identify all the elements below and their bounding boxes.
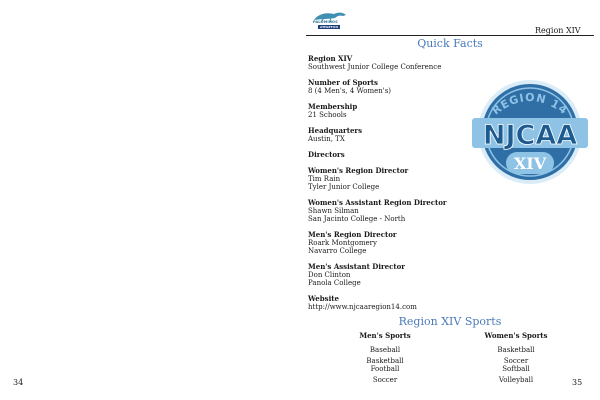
womens-sports-column xyxy=(480,331,552,384)
fact-label: Website xyxy=(308,294,339,303)
quick-facts-list xyxy=(308,55,488,319)
fact-label: Women's Assistant Region Director xyxy=(308,198,447,207)
mens-sport-item: Baseball xyxy=(369,346,401,354)
page-number-right: 35 xyxy=(572,378,583,387)
mens-sport-item: Basketball xyxy=(366,357,404,365)
fact-value: Roark Montgomery xyxy=(308,239,377,247)
womens-sport-item: Soccer xyxy=(503,357,529,365)
womens-sports-heading: Women's Sports xyxy=(484,331,548,340)
fact-label: Number of Sports xyxy=(308,78,378,87)
fact-block xyxy=(308,263,488,287)
fact-block xyxy=(308,127,488,143)
fact-label: Women's Region Director xyxy=(308,166,409,175)
fact-block xyxy=(308,79,488,95)
fact-label: Directors xyxy=(308,150,345,159)
fact-block xyxy=(308,55,488,71)
fact-block xyxy=(308,167,488,191)
fact-value: 21 Schools xyxy=(308,111,347,119)
fact-block xyxy=(308,199,488,223)
fact-label: Membership xyxy=(308,102,358,111)
fact-label: Headquarters xyxy=(308,126,363,135)
womens-sport-item: Volleyball xyxy=(498,376,534,384)
fact-value: Austin, TX xyxy=(308,135,345,143)
logo-top-text: PALOMINOS xyxy=(313,20,338,24)
fact-value: Tim Rain xyxy=(308,175,341,183)
fact-value: Southwest Junior College Conference xyxy=(308,63,442,71)
fact-label: Region XIV xyxy=(308,54,353,63)
fact-value: Shawn Silman xyxy=(308,207,359,215)
fact-block xyxy=(308,103,488,119)
region-header-label: Region XIV xyxy=(535,26,581,35)
badge-numeral-text: XIV xyxy=(513,154,547,173)
page-number-left: 34 xyxy=(13,378,24,387)
fact-value[interactable]: http://www.njcaaregion14.com xyxy=(308,303,417,311)
mens-sports-column xyxy=(350,331,420,384)
fact-value: San Jacinto College - North xyxy=(308,215,406,223)
womens-sport-item: Basketball xyxy=(497,346,535,354)
fact-block xyxy=(308,295,488,311)
mens-sport-item: Football xyxy=(370,365,400,373)
fact-value: 8 (4 Men's, 4 Women's) xyxy=(308,87,392,95)
fact-label: Men's Assistant Director xyxy=(308,262,405,271)
fact-value: Panola College xyxy=(308,279,361,287)
fact-value: Navarro College xyxy=(308,247,367,255)
logo-sub-text: ATHLETICS xyxy=(320,25,339,29)
mens-sport-item: Soccer xyxy=(372,376,398,384)
palominos-athletics-logo xyxy=(310,10,350,32)
njcaa-region-14-badge xyxy=(470,76,590,188)
sports-title: Region XIV Sports xyxy=(398,315,502,328)
fact-label: Men's Region Director xyxy=(308,230,397,239)
fact-block xyxy=(308,231,488,255)
quick-facts-title: Quick Facts xyxy=(417,37,483,50)
mens-sports-heading: Men's Sports xyxy=(359,331,411,340)
womens-sport-item: Softball xyxy=(502,365,530,373)
header-divider xyxy=(306,35,594,36)
fact-block xyxy=(308,151,488,159)
fact-value: Don Clinton xyxy=(308,271,351,279)
badge-region-text: REGION 14 xyxy=(489,90,571,118)
badge-njcaa-text: NJCAA xyxy=(482,120,578,151)
fact-value: Tyler Junior College xyxy=(308,183,380,191)
